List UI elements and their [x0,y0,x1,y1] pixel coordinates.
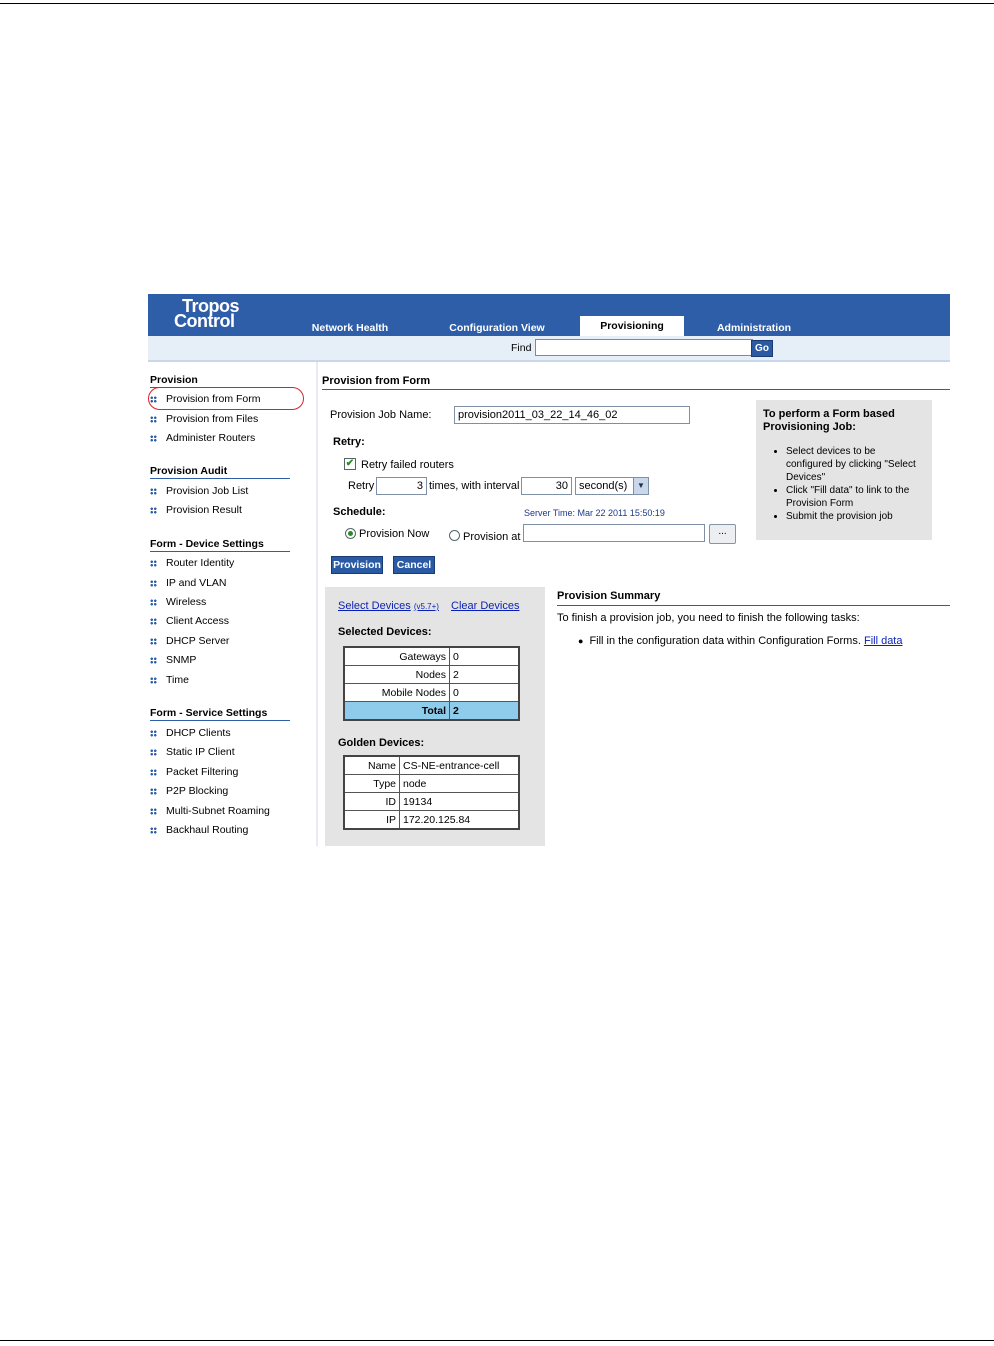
tab-provisioning[interactable]: Provisioning [580,316,684,336]
retry-failed-label: Retry failed routers [361,459,454,471]
summary-task [578,635,903,647]
bullet-icon [150,808,157,815]
select-devices-link[interactable]: Select Devices [338,600,411,612]
bullet-icon [150,396,157,403]
bullet-icon [150,730,157,737]
selected-devices-heading: Selected Devices: [338,626,432,638]
sidebar-item-label: Provision from Files [166,413,259,425]
row-value: 0 [450,684,520,702]
provision-now-label: Provision Now [359,528,430,540]
interval-input[interactable]: 30 [521,477,572,495]
bullet-icon [150,435,157,442]
retry-heading: Retry: [333,436,365,448]
help-item: • Click "Fill data" to link to the Provision Form [786,484,922,510]
table-row [344,793,519,811]
golden-devices-table [343,755,520,830]
provision-now-radio[interactable] [345,528,356,539]
help-list [774,445,922,523]
sidebar-item-ip-and-vlan[interactable] [150,577,227,591]
provision-summary-title: Provision Summary [557,590,950,606]
sidebar-item-time[interactable] [150,674,189,688]
bullet-icon [150,416,157,423]
sidebar-item-label: Multi-Subnet Roaming [166,805,270,817]
row-value: 19134 [400,793,520,811]
provision-button[interactable]: Provision [331,556,383,574]
sidebar-item-label: Packet Filtering [166,766,239,778]
sidebar-item-packet-filtering[interactable] [150,766,238,780]
date-picker-button[interactable]: ... [709,524,736,544]
sidebar-item-dhcp-server[interactable] [150,635,229,649]
row-value: node [400,775,520,793]
table-row [344,811,519,830]
sidebar-item-label: Client Access [166,615,230,627]
row-value: CS-NE-entrance-cell [400,756,520,775]
server-time: Server Time: Mar 22 2011 15:50:19 [524,508,665,518]
table-row-total [344,702,519,721]
provision-at-input[interactable] [523,524,705,542]
sidebar-item-dhcp-clients[interactable] [150,727,231,741]
sidebar-section-service-settings: Form - Service Settings [150,707,290,721]
sidebar-item-snmp[interactable] [150,654,196,668]
sidebar [148,362,318,846]
tropos-control-logo [174,296,240,331]
provision-at-radio[interactable] [449,530,460,541]
page-title: Provision from Form [322,375,950,390]
table-row [344,666,519,684]
table-row [344,756,519,775]
row-key: Mobile Nodes [344,684,450,702]
tab-configuration-view[interactable]: Configuration View [449,322,545,334]
sidebar-item-p2p-blocking[interactable] [150,785,228,799]
header-bar [148,294,950,336]
retry-label: Retry [348,480,375,492]
tab-network-health[interactable]: Network Health [311,322,389,334]
provision-summary-text: To finish a provision job, you need to finish the following tasks: [557,612,860,624]
sidebar-item-label: IP and VLAN [166,577,227,589]
sidebar-item-label: SNMP [166,654,197,666]
find-input[interactable] [535,339,753,356]
logo-line-2: Control [174,311,235,331]
row-key: Nodes [344,666,450,684]
sidebar-item-backhaul-routing[interactable] [150,824,248,838]
sidebar-item-label: Backhaul Routing [166,824,249,836]
row-value: 2 [450,666,520,684]
sidebar-item-label: Router Identity [166,557,235,569]
bullet-icon [150,657,157,664]
bullet-icon [150,788,157,795]
sidebar-section-provision: Provision [150,374,290,388]
tropos-control-window [148,294,950,846]
help-box [756,400,932,540]
provision-at-label: Provision at [463,531,521,543]
selected-devices-table [343,646,520,721]
help-item: • Select devices to be configured by clicking "Select Devices" [786,445,922,484]
row-key: Type [344,775,400,793]
sidebar-item-administer-routers[interactable] [150,432,255,446]
table-row [344,684,519,702]
bullet-icon [150,769,157,776]
sidebar-item-wireless[interactable] [150,596,206,610]
row-key: Total [344,702,450,721]
sidebar-item-provision-job-list[interactable] [150,485,248,499]
schedule-heading: Schedule: [333,506,386,518]
find-label: Find [511,342,532,354]
sidebar-item-router-identity[interactable] [150,557,234,571]
bullet-icon [150,638,157,645]
sidebar-item-provision-from-files[interactable] [150,413,258,427]
sidebar-item-client-access[interactable] [150,615,229,629]
row-key: ID [344,793,400,811]
select-devices-version[interactable]: (v5.7+) [413,602,439,611]
bullet-icon [150,560,157,567]
golden-devices-heading: Golden Devices: [338,737,425,749]
bullet-icon [150,488,157,495]
device-panel [325,587,545,846]
sidebar-item-label: Time [166,674,189,686]
sidebar-item-static-ip-client[interactable] [150,746,235,760]
bullet-icon [150,507,157,514]
interval-unit-select[interactable] [575,477,649,495]
sidebar-section-device-settings: Form - Device Settings [150,538,290,552]
row-key: Name [344,756,400,775]
table-row [344,775,519,793]
bullet-icon [150,599,157,606]
table-row [344,647,519,666]
bullet-icon [150,749,157,756]
page-bottom-rule [0,1340,994,1341]
sidebar-item-label: P2P Blocking [166,785,229,797]
logo-line-1: Tropos [182,296,240,316]
go-button[interactable]: Go [751,340,773,357]
interval-label: times, with interval [429,480,520,492]
sidebar-section-provision-audit: Provision Audit [150,465,290,479]
sidebar-item-label: Provision Result [166,504,242,516]
sidebar-item-label: Provision Job List [166,485,249,497]
bullet-icon [150,677,157,684]
sidebar-item-label: Provision from Form [166,393,261,405]
chevron-down-icon: ▼ [633,478,648,494]
bullet-icon [150,618,157,625]
sidebar-item-label: Static IP Client [166,746,235,758]
help-title: To perform a Form based Provisioning Job: [763,408,895,433]
tab-administration[interactable]: Administration [716,322,792,334]
row-value: 0 [450,647,520,666]
sidebar-item-provision-from-form[interactable] [150,393,261,407]
bullet-icon [150,827,157,834]
job-name-label: Provision Job Name: [330,409,432,421]
cancel-button[interactable]: Cancel [393,556,435,574]
row-key: IP [344,811,400,830]
help-item: • Submit the provision job [786,510,922,523]
select-devices-group [338,600,439,612]
sidebar-item-provision-result[interactable] [150,504,242,518]
page-top-rule [0,3,994,4]
sidebar-item-label: DHCP Clients [166,727,231,739]
find-bar [148,336,950,362]
job-name-input[interactable]: provision2011_03_22_14_46_02 [454,406,690,424]
summary-task-text: Fill in the configuration data within Configuration Forms. [589,635,861,647]
retry-failed-checkbox[interactable]: ✔ [345,458,355,469]
sidebar-item-label: Administer Routers [166,432,256,444]
fill-data-link[interactable]: Fill data [863,635,903,647]
sidebar-item-label: Wireless [166,596,207,608]
row-key: Gateways [344,647,450,666]
sidebar-item-label: DHCP Server [166,635,230,647]
bullet-icon: ● [578,636,584,646]
clear-devices-link[interactable]: Clear Devices [451,600,520,612]
retry-times-input[interactable]: 3 [376,477,427,495]
row-value: 2 [450,702,520,721]
row-value: 172.20.125.84 [400,811,520,830]
interval-unit-value: second(s) [579,480,628,492]
sidebar-item-multi-subnet-roaming[interactable] [150,805,270,819]
bullet-icon [150,580,157,587]
